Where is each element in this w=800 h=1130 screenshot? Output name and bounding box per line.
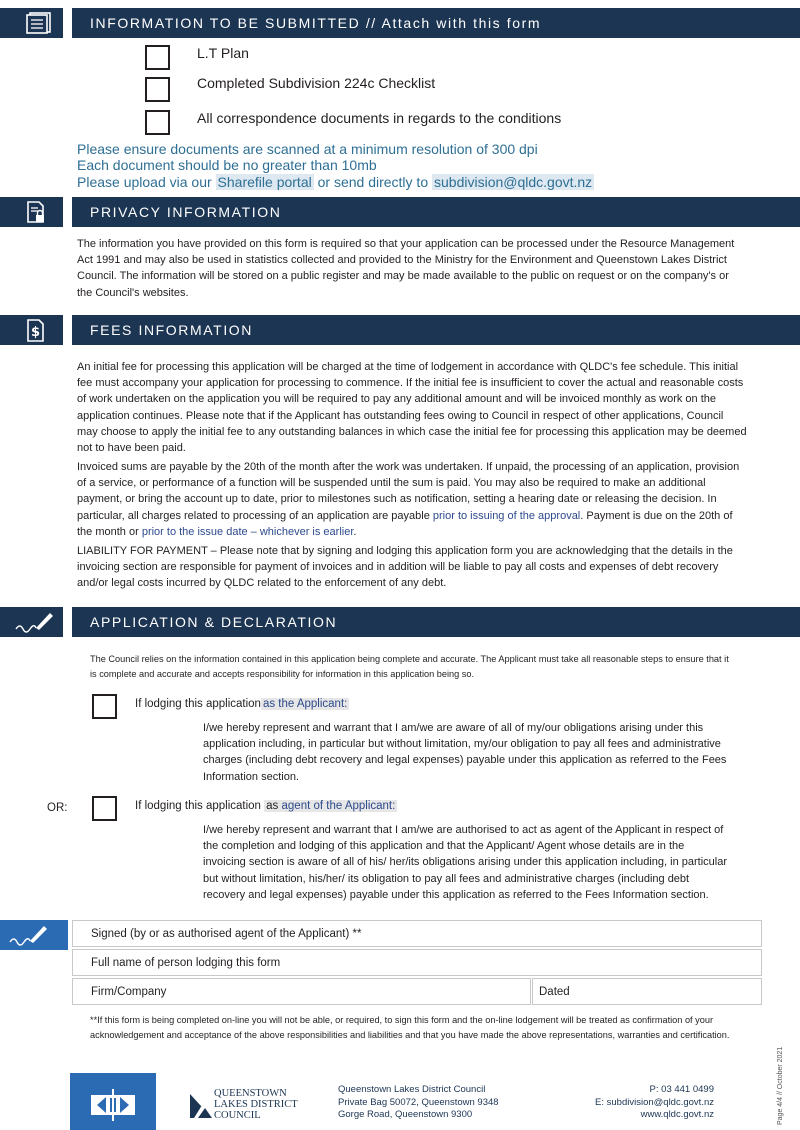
dated-field[interactable]: Dated [532, 978, 762, 1005]
online-footnote: **If this form is being completed on-line you will not be able, or required, to sign this form and the on-line lodgement will be treated as confirmation of your acknowledgement and acceptance of the above responsibilities and liabilities and that you have made the above representations, warranties and certification. [90, 1015, 730, 1040]
fees-p2-text-a: Invoiced sums are payable by the 20th of the month after the work was undertaken. If unpaid, the processing of an application, provision of a service, or performance of a function will be suspended until the sum is paid. You may also be required to make an additional payment, or bring the account up to date, prior to milestones such as notification, setting a hearing date or releasing the decision. In particular, all charges related to processing of an application are payable [77, 461, 740, 522]
fees-section-header: FEES INFORMATION [72, 315, 800, 345]
as-agent-link-text: agent of the Applicant: [281, 800, 396, 812]
address-line-2: Private Bag 50072, Queenstown 9348 [338, 1096, 499, 1108]
fees-icon-box [0, 315, 63, 345]
documents-icon-box [0, 8, 63, 38]
privacy-icon-box [0, 197, 63, 227]
lock-document-icon [24, 201, 48, 225]
council-contact [595, 1084, 714, 1122]
option-2-prefix: If lodging this application [135, 800, 261, 812]
fees-p2-text-c: . [353, 525, 357, 538]
documents-icon [24, 12, 54, 34]
sharefile-portal-link[interactable]: Sharefile portal [217, 174, 312, 190]
liability-paragraph: LIABILITY FOR PAYMENT – Please note that by signing and lodging this application form you are acknowledging that the details in the invoicing section are responsible for payment of invoices and in addition will be liable to pay all costs and expenses of debt recovery and/or legal costs incurred by QLDC related to the enforcement of any debt. [77, 545, 733, 590]
checkbox-as-applicant[interactable] [92, 694, 117, 719]
declaration-intro: The Council relies on the information contained in this application being complete and accurate. The Applicant must take all reasonable steps to ensure that it is complete and accurate and accepts responsibility for information in this application being so. [90, 654, 729, 679]
qldc-blue-badge [70, 1073, 156, 1130]
logo-line-2: LAKES DISTRICT [214, 1099, 298, 1110]
item-correspondence-label: All correspondence documents in regards to the conditions [197, 110, 562, 126]
signature-icon-box [0, 920, 68, 950]
item-224c-checklist-label: Completed Subdivision 224c Checklist [197, 75, 436, 91]
attach-section-header: INFORMATION TO BE SUBMITTED // Attach with this form [72, 8, 800, 38]
as-agent-link[interactable] [264, 800, 397, 812]
prior-to-approval-link[interactable]: prior to issuing of the approval [432, 509, 581, 522]
logo-line-3: COUNCIL [214, 1110, 261, 1121]
as-agent-link-mid: as [266, 800, 279, 812]
checkbox-correspondence[interactable] [145, 110, 170, 135]
signed-field[interactable]: Signed (by or as authorised agent of the Applicant) ** [72, 920, 762, 947]
option-1-prefix: If lodging this application [135, 698, 261, 710]
svg-text:$: $ [31, 325, 41, 340]
option-as-agent-label [135, 798, 397, 814]
checkbox-as-agent[interactable] [92, 796, 117, 821]
prior-to-issue-date-link[interactable]: prior to the issue date – whichever is earlier [141, 525, 354, 538]
privacy-body: The information you have provided on this form is required so that your application can be processed under the Resource Management Act 1991 and may also be used in statistics collected and provided to the Ministry for the Environment and Queenstown Lakes District Council. The information will be stored on a public register and may be made available to the public on request or on the company's or the Council's websites. [77, 238, 735, 299]
contact-email-link[interactable]: E: subdivision@qldc.govt.nz [595, 1096, 714, 1108]
checkbox-224c-checklist[interactable] [145, 77, 170, 102]
fees-p2-text-b: . Payment is due on the 20th of the month or [77, 509, 733, 538]
qldc-logo [190, 1088, 300, 1122]
item-lt-plan-label: L.T Plan [197, 45, 249, 61]
qldc-badge-icon [88, 1085, 138, 1125]
subdivision-email-link[interactable]: subdivision@qldc.govt.nz [434, 174, 593, 190]
scan-resolution-note: Please ensure documents are scanned at a minimum resolution of 300 dpi [77, 141, 538, 157]
option-as-applicant-body: I/we hereby represent and warrant that I am/we are aware of all of my/our obligations arising under this application including, in particular but without limitation, my/our obligation to pay all fees and administrative charges (including debt recovery and legal expenses) payable under this application as referred to the Fees Information section. [203, 722, 727, 783]
address-line-1: Queenstown Lakes District Council [338, 1084, 486, 1095]
option-as-agent-body: I/we hereby represent and warrant that I am/we are authorised to act as agent of the Applicant in respect of the completion and lodging of this application and that the Applicant/ Agent whose details are in the invoicing section is aware of all of his/ her/its obligations arising under this application including, in particular but without limitation, his/her/ its obligation to pay all fees and administrative charges (including debt recovery and legal expenses) payable under this application as referred to the Fees Information section. [203, 824, 728, 901]
document-size-note: Each document should be no greater than 10mb [77, 157, 377, 173]
declaration-section-header: APPLICATION & DECLARATION [72, 607, 800, 637]
pen-signature-icon [14, 609, 54, 635]
option-as-applicant-label [135, 696, 349, 712]
logo-line-1: QUEENSTOWN [214, 1088, 287, 1099]
phone-number: P: 03 441 0499 [649, 1084, 714, 1095]
upload-note [77, 173, 594, 191]
page-number: Page 4/4 // October 2021 [777, 1046, 784, 1125]
pen-signature-icon [8, 922, 48, 948]
mountain-logo-icon [190, 1092, 212, 1118]
fees-paragraph-1: An initial fee for processing this application will be charged at the time of lodgement in accordance with QLDC's fee schedule. This initial fee must accompany your application for processing to commence. If the initial fee is insufficient to cover the actual and reasonable costs of work undertaken on the application you will be required to pay any additional amount and will be invoiced monthly as work on the application continues. Please note that if the Applicant has outstanding fees owing to Council in respect of other applications, Council may choose to apply the initial fee to any outstanding balances in which case the initial fee for processing this application may be deemed not to have been paid. [77, 361, 747, 455]
council-address [338, 1084, 499, 1122]
invoice-dollar-icon [24, 319, 48, 343]
website-link[interactable]: www.qldc.govt.nz [640, 1109, 714, 1120]
or-label: OR: [47, 802, 68, 814]
full-name-field[interactable]: Full name of person lodging this form [72, 949, 762, 976]
declaration-icon-box [0, 607, 63, 637]
as-applicant-link[interactable]: as the Applicant: [262, 698, 348, 710]
upload-note-mid: or send directly to [317, 174, 429, 190]
fees-paragraph-2 [77, 459, 745, 540]
privacy-section-header: PRIVACY INFORMATION [72, 197, 800, 227]
address-line-3: Gorge Road, Queenstown 9300 [338, 1109, 473, 1120]
firm-company-field[interactable]: Firm/Company [72, 978, 531, 1005]
checkbox-lt-plan[interactable] [145, 45, 170, 70]
upload-note-prefix: Please upload via our [77, 174, 212, 190]
